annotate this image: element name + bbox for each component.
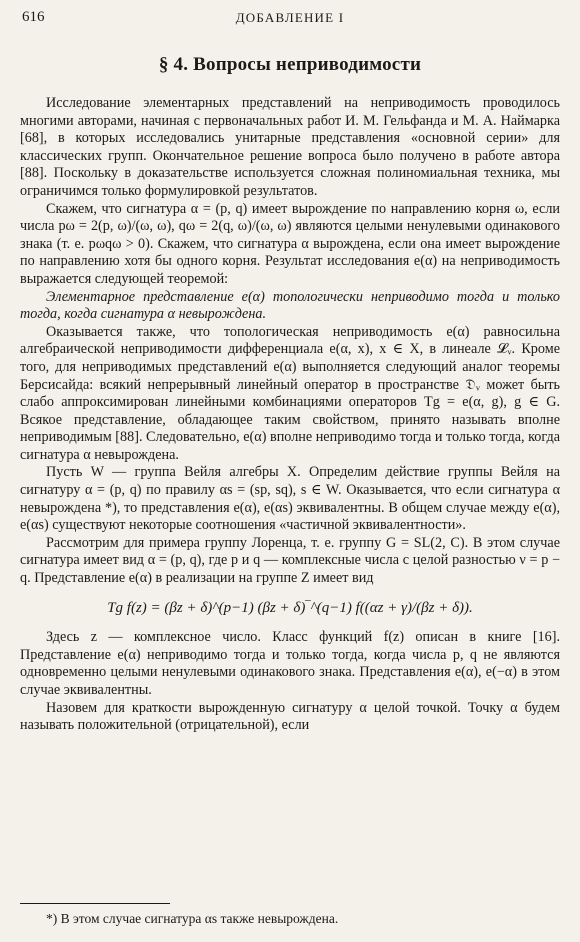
- page-number: 616: [22, 9, 45, 25]
- paragraph: Назовем для краткости вырожденную сигнатуру α целой точкой. Точку α будем называть положительной (отрицательной), если: [20, 699, 560, 734]
- body-text: [20, 95, 560, 735]
- running-head: [22, 9, 558, 27]
- paragraph: Скажем, что сигнатура α = (p, q) имеет вырождение по направлению корня ω, если числа pω = 2(p, ω)/(ω, ω), qω = 2(q, ω)/(ω, ω) являются целыми ненулевыми одинакового знака (т. е. pωqω > 0). Скажем, что сигнатура α вырождена, если она имеет вырождение по направлению хотя бы одного корня. Результат исследования e(α) на неприводимость выражается следующей теоремой:: [20, 200, 560, 287]
- display-formula: Tg f(z) = (βz + δ)^(p−1) (βz + δ)‾^(q−1) f((αz + γ)/(βz + δ)).: [107, 599, 473, 616]
- paragraph: Рассмотрим для примера группу Лоренца, т. е. группу G = SL(2, C). В этом случае сигнатура имеет вид α = (p, q), где p и q — комплексные числа с целой разностью ν = p − q. Представление e(α) в реализации на группе Z имеет вид: [20, 534, 560, 587]
- running-title: ДОБАВЛЕНИЕ I: [235, 10, 345, 25]
- paragraph: Пусть W — группа Вейля алгебры X. Определим действие группы Вейля на сигнатуру α = (p, q) по правилу αs = (sp, sq), s ∈ W. Оказывается, что если сигнатура α невырождена *), то представления e(α), e(αs) эквивалентны. В общем случае между e(α), e(αs) существуют некоторые соотношения «частичной эквивалентности».: [20, 464, 560, 534]
- footnote-rule: [20, 903, 170, 904]
- paragraph: Исследование элементарных представлений на неприводимость проводилось многими авторами, начиная с первоначальных работ И. М. Гельфанда и М. А. Наймарка [68], в которых исследовались унитарные представления «основной серии» для классических групп. Окончательное решение вопроса было получено в работе автора [88]. Поскольку в доказательстве используется сложная полиномиальная техника, мы ограничимся только формулировкой результатов.: [20, 95, 560, 199]
- section-title: § 4. Вопросы неприводимости: [158, 54, 422, 75]
- paragraph: Здесь z — комплексное число. Класс функций f(z) описан в книге [16]. Представление e(α) неприводимо тогда и только тогда, когда числа p, q не являются одновременно целыми ненулевыми одинакового знака. Представления e(α), e(−α) в этом случае эквивалентны.: [20, 629, 560, 698]
- paragraph: Оказывается также, что топологическая неприводимость e(α) равносильна алгебраической неприводимости дифференциала e(α, x), x ∈ X, в линеале 𝓛ᵥ. Кроме того, для неприводимых представлений e(α) выполняется следующий аналог теоремы Берсисайда: всякий непрерывный линейный оператор в пространстве 𝔇ᵥ может быть слабо аппроксимирован линейными комбинациями операторов Tg = e(α, g), g ∈ G. Всякое представление, обладающее таким свойством, принято называть вполне неприводимым [88]. Следовательно, e(α) вполне неприводимо тогда и только тогда, когда сигнатура α невырождена.: [20, 323, 561, 463]
- theorem-statement: Элементарное представление e(α) топологически неприводимо тогда и только тогда, когда сигнатура α невырождена.: [20, 288, 560, 323]
- footnote: *) В этом случае сигнатура αs также невырождена.: [46, 911, 339, 926]
